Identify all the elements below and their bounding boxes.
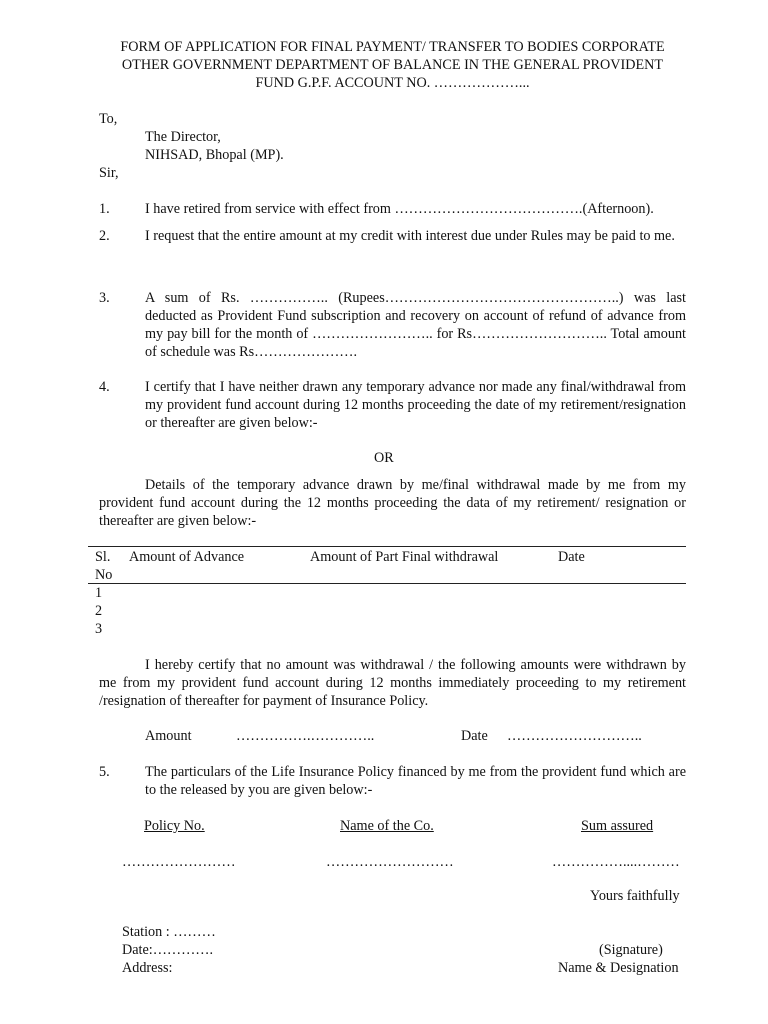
- item-3-text: A sum of Rs. …………….. (Rupees…………………………………………..) was last deducted as Provident Fund subscription and recovery on account of refund of advance from my pay bill for the month of …………………….. for Rs……………………….. Total amount of schedule was Rs………………….: [145, 290, 686, 360]
- certify-paragraph: I hereby certify that no amount was withdrawal / the following amounts were withdrawn by me from my provident fund account during 12 months immediately proceeding to my retirement /resignation of thereafter for payment of Insurance Policy.: [99, 657, 686, 709]
- title-line-3: FUND G.P.F. ACCOUNT NO. ………………...: [255, 75, 530, 91]
- table-header-advance: Amount of Advance: [129, 549, 245, 565]
- table-top-rule: [88, 546, 686, 547]
- item-3-number: 3.: [99, 290, 110, 306]
- details-paragraph: Details of the temporary advance drawn by me/final withdrawal made by me from my provident fund account during the 12 months proceeding the data of my retirement/ resignation or thereafter are given below:-: [99, 477, 686, 529]
- table-header-part-final: Amount of Part Final withdrawal: [310, 549, 499, 565]
- policy-header-company: Name of the Co.: [340, 818, 434, 834]
- policy-sum-blank: ……………....………: [552, 854, 680, 870]
- signature-label: (Signature): [599, 942, 663, 958]
- form-title: [80, 38, 705, 92]
- item-1-text: I have retired from service with effect from ………………………………….(Afternoon).: [145, 201, 654, 217]
- table-row: 2: [95, 603, 103, 619]
- item-4-text: I certify that I have neither drawn any temporary advance nor made any final/withdrawal from my provident fund account during 12 months proceeding the date of my retirement/resignation or thereafter are given below:-: [145, 379, 686, 431]
- recipient-title: The Director,: [145, 129, 221, 145]
- amount-label: Amount: [145, 728, 192, 744]
- policy-number-blank: ……………………: [122, 854, 236, 870]
- station-field: Station : ………: [122, 924, 216, 940]
- item-2-number: 2.: [99, 228, 110, 244]
- table-header-date: Date: [558, 549, 585, 565]
- policy-header-number: Policy No.: [144, 818, 205, 834]
- policy-header-sum: Sum assured: [581, 818, 654, 834]
- policy-company-blank: ………………………: [326, 854, 454, 870]
- designation-label: Name & Designation: [558, 960, 679, 976]
- address-to: To,: [99, 111, 118, 127]
- item-5-number: 5.: [99, 764, 110, 780]
- table-row: 1: [95, 585, 103, 601]
- item-1-number: 1.: [99, 201, 110, 217]
- table-header-sl-no: Sl. No: [95, 549, 113, 583]
- address-field: Address:: [122, 960, 173, 976]
- title-line-1: FORM OF APPLICATION FOR FINAL PAYMENT/ TRANSFER TO BODIES CORPORATE: [120, 39, 665, 55]
- item-2-text: I request that the entire amount at my credit with interest due under Rules may be paid to me.: [145, 228, 675, 244]
- amount-blank: …………….…………..: [236, 728, 375, 744]
- item-5-text: The particulars of the Life Insurance Policy financed by me from the provident fund which are to the released by you are given below:-: [145, 764, 686, 798]
- date-label: Date: [461, 728, 488, 744]
- title-line-2: OTHER GOVERNMENT DEPARTMENT OF BALANCE IN THE GENERAL PROVIDENT: [121, 57, 664, 73]
- closing: Yours faithfully: [590, 888, 680, 904]
- date-blank: ………………………..: [507, 728, 642, 744]
- or-label: OR: [374, 450, 394, 466]
- recipient-location: NIHSAD, Bhopal (MP).: [145, 147, 284, 163]
- date-field: Date:………….: [122, 942, 214, 958]
- salutation: Sir,: [99, 165, 119, 181]
- item-4-number: 4.: [99, 379, 110, 395]
- table-header-rule: [88, 583, 686, 584]
- table-row: 3: [95, 621, 103, 637]
